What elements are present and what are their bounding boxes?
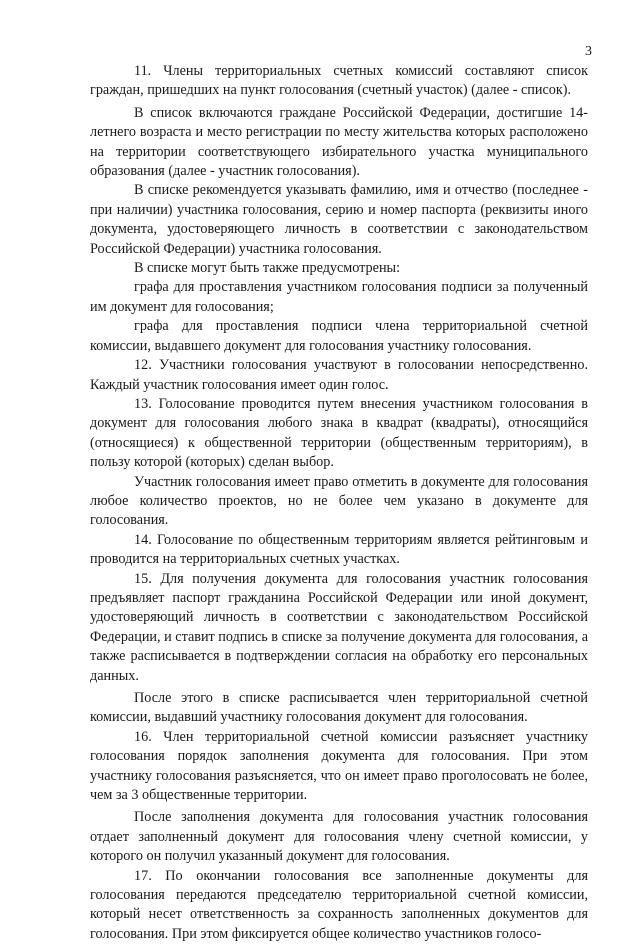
paragraph-13: 13. Голосование проводится путем внесения участником голосования в документ для голосования любого знака в квадрат (квадраты), относящийся (относящиеся) к общественной территории (общественным территориям), в пользу которой (которых) сделан выбор.: [90, 395, 588, 471]
paragraph-16: 16. Член территориальной счетной комиссии разъясняет участнику голосования порядок заполнения документа для голосования. При этом участнику голосования разъясняется, что он имеет право проголосовать не более, чем за 3 общественные территории.: [90, 728, 588, 804]
page-number: 3: [585, 44, 592, 59]
paragraph-15: 15. Для получения документа для голосования участник голосования предъявляет паспорт гражданина Российской Федерации или иной документ, удостоверяющий личность в соответствии с законодательством Российской Федерации, и ставит подпись в списке за получение документа для голосования, а также расписывается в подтверждении согласия на обработку его персональных данных.: [90, 570, 588, 684]
paragraph-voter-right-to-mark: Участник голосования имеет право отметить в документе для голосования любое количество проектов, но не более чем указано в документе для голосования.: [90, 473, 588, 529]
paragraph-column-voter-signature: графа для проставления участником голосования подписи за полученный им документ для голосования;: [90, 279, 588, 315]
paragraph-14: 14. Голосование по общественным территориям является рейтинговым и проводится на территориальных счетных участках.: [90, 531, 588, 568]
paragraph-voter-list-inclusion: В список включаются граждане Российской Федерации, достигшие 14-летнего возраста и место регистрации по месту жительства которых расположено на территории соответствующего избирательного участка муниципального образования (далее - участник голосования).: [90, 104, 588, 180]
paragraph-member-signs: После этого в списке расписывается член территориальной счетной комиссии, выдавший участнику голосования документ для голосования.: [90, 690, 588, 726]
paragraph-list-may-include: В списке могут быть также предусмотрены:: [134, 260, 401, 277]
paragraph-return-document: После заполнения документа для голосования участник голосования отдает заполненный документ для голосования члену счетной комиссии, у которого он получил указанный документ для голосования.: [90, 809, 588, 865]
paragraph-list-recommendations: В списке рекомендуется указывать фамилию, имя и отчество (последнее - при наличии) участника голосования, серию и номер паспорта (реквизиты иного документа, удостоверяющего личность в соответствии с законодательством Российской Федерации) участника голосования.: [90, 182, 588, 257]
paragraph-17: 17. По окончании голосования все заполненные документы для голосования передаются председателю территориальной счетной комиссии, который несет ответственность за сохранность заполненных документов для голосования. При этом фиксируется общее количество участников голосо-: [90, 867, 588, 942]
paragraph-12: 12. Участники голосования участвуют в голосовании непосредственно. Каждый участник голосования имеет один голос.: [90, 357, 588, 393]
document-body: [90, 62, 588, 944]
paragraph-11: 11. Члены территориальных счетных комиссий составляют список граждан, пришедших на пункт голосования (счетный участок) (далее - список).: [90, 63, 588, 99]
paragraph-column-commission-signature: графа для проставления подписи члена территориальной счетной комиссии, выдавшего документ для голосования участнику голосования.: [90, 318, 588, 354]
